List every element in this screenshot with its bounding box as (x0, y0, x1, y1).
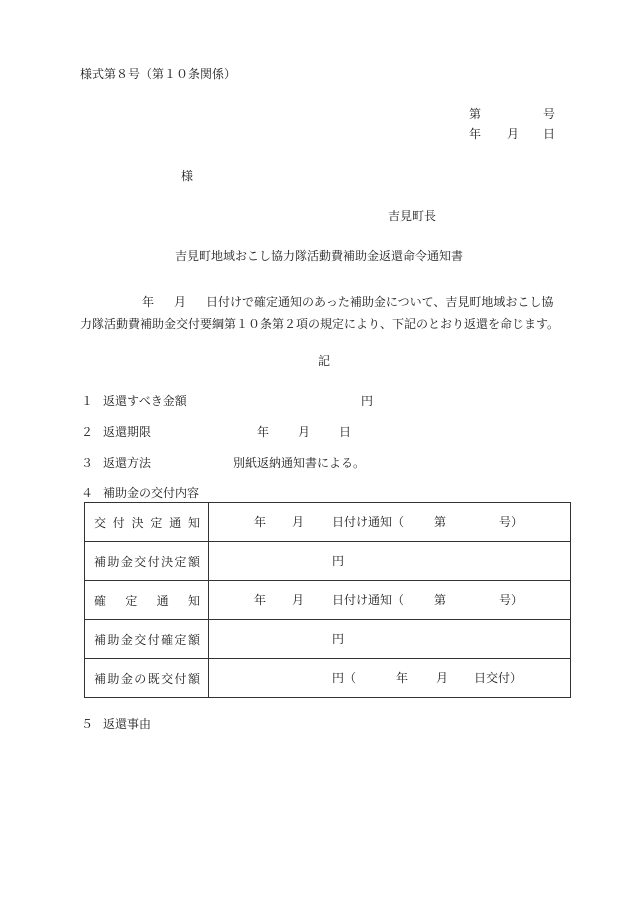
item-1-label: 返還すべき金額 (103, 394, 187, 408)
row-value (209, 581, 571, 620)
notice-paragraph (80, 291, 570, 335)
notice-text-2: 力隊活動費補助金交付要綱第１０条第２項の規定により、下記のとおり返還を命じます。 (80, 317, 560, 331)
row5-year: 年 (396, 671, 409, 685)
row5-kofu: 日交付） (474, 671, 523, 685)
item-2-day: 日 (339, 425, 352, 439)
row1-year: 年 (254, 515, 267, 529)
item-3-value: 別紙返納通知書による。 (233, 456, 366, 470)
item-4-label: 補助金の交付内容 (103, 486, 200, 500)
row2-yen: 円 (332, 554, 345, 568)
row3-year: 年 (254, 593, 267, 607)
table-row (85, 542, 571, 581)
delivery-details-table (84, 502, 571, 698)
row1-dai: 第 (434, 515, 447, 529)
row-label-kikofu-gaku: 補助金の既交付額 (85, 659, 209, 698)
row-value (209, 620, 571, 659)
recipient-suffix: 様 (181, 169, 194, 183)
table-row (85, 503, 571, 542)
item-2-year: 年 (257, 425, 270, 439)
row3-go: 号） (499, 593, 524, 607)
item-1-unit: 円 (361, 394, 374, 408)
row5-month: 月 (436, 671, 449, 685)
row1-tsuchi: 日付け通知（ (332, 515, 405, 529)
row-value (209, 503, 571, 542)
ki-heading: 記 (318, 354, 331, 368)
item-3-label: 返還方法 (103, 456, 152, 470)
item-2-month: 月 (298, 425, 311, 439)
doc-number-go: 号 (543, 107, 556, 121)
item-1-number: １ (81, 394, 94, 408)
notice-month: 月 (174, 295, 187, 309)
row5-yen: 円（ (332, 671, 357, 685)
row-value (209, 659, 571, 698)
row4-yen: 円 (332, 632, 345, 646)
doc-number-dai: 第 (469, 107, 482, 121)
row3-month: 月 (292, 593, 305, 607)
document-title: 吉見町地域おこし協力隊活動費補助金返還命令通知書 (175, 249, 464, 263)
item-5-label: 返還事由 (103, 717, 152, 731)
item-4-number: ４ (81, 486, 94, 500)
row1-go: 号） (499, 515, 524, 529)
item-5-number: ５ (81, 717, 94, 731)
item-2-number: ２ (81, 425, 94, 439)
row1-month: 月 (292, 515, 305, 529)
row3-tsuchi: 日付け通知（ (332, 593, 405, 607)
row-label-kakutei-tsuchi: 確定通知 (85, 581, 209, 620)
row-label-kofu-kettei-tsuchi: 交付決定通知 (85, 503, 209, 542)
row3-dai: 第 (434, 593, 447, 607)
table-row (85, 659, 571, 698)
form-number: 様式第８号（第１０条関係） (80, 67, 237, 81)
date-day: 日 (543, 127, 556, 141)
table-row (85, 581, 571, 620)
notice-year: 年 (142, 295, 155, 309)
date-year: 年 (469, 127, 482, 141)
issuer: 吉見町長 (388, 209, 437, 223)
notice-text-1: 日付けで確定通知のあった補助金について、吉見町地域おこし協 (206, 295, 554, 309)
table-row (85, 620, 571, 659)
row-label-kakutei-gaku: 補助金交付確定額 (85, 620, 209, 659)
row-value (209, 542, 571, 581)
date-month: 月 (507, 127, 520, 141)
item-3-number: ３ (81, 456, 94, 470)
item-2-label: 返還期限 (103, 425, 152, 439)
row-label-kettei-gaku: 補助金交付決定額 (85, 542, 209, 581)
